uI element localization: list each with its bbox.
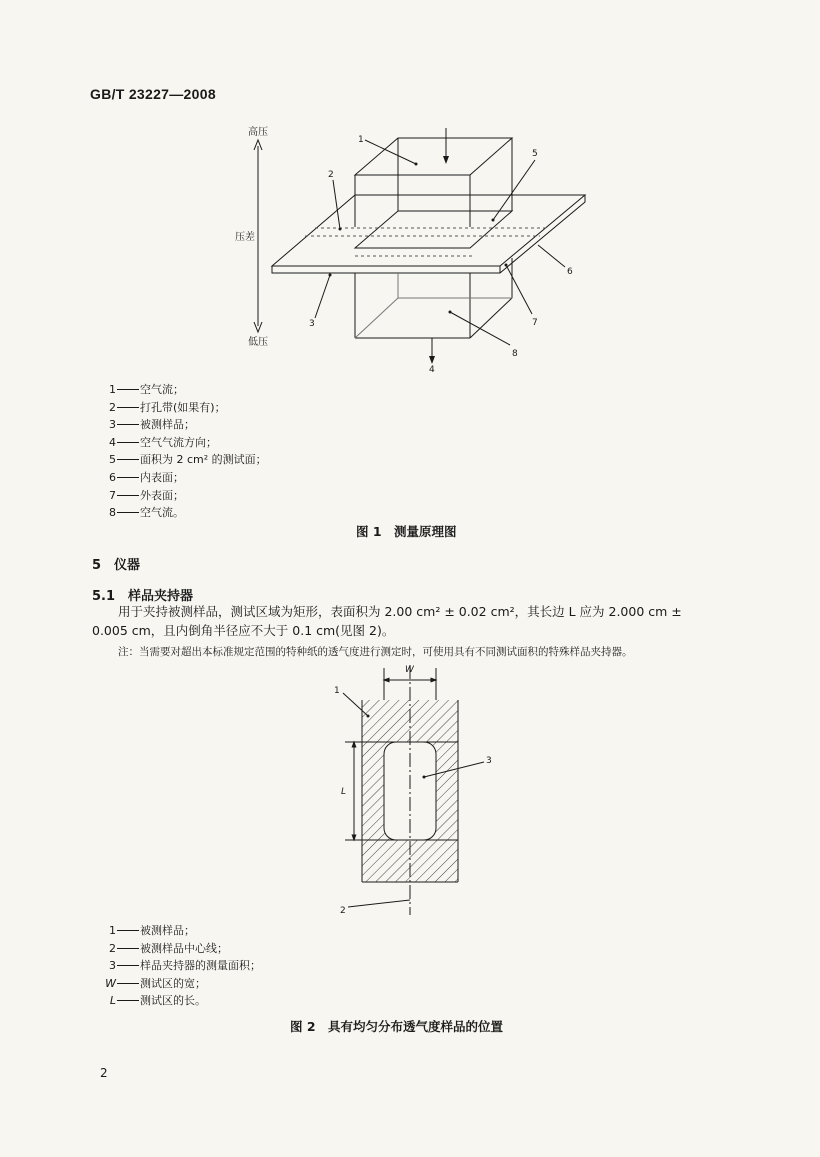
- section-5-1-para-line-2: 0.005 cm，且内倒角半径应不大于 0.1 cm(见图 2)。: [92, 623, 395, 638]
- standard-number: GB/T 23227—2008: [90, 86, 216, 102]
- legend-item: W 测试区的宽；: [105, 976, 206, 990]
- label-low-pressure: 低压: [248, 337, 268, 348]
- callout-1: 1: [358, 135, 364, 145]
- legend-item: 1 被测样品；: [109, 924, 195, 937]
- figure-1-caption: 图 1 测量原理图: [356, 524, 457, 539]
- legend-item: 6 内表面；: [109, 470, 184, 484]
- sample-plate: [272, 195, 585, 266]
- test-face: [355, 211, 512, 248]
- legend-item: 2 被测样品中心线；: [109, 941, 228, 955]
- legend-item: 2 打孔带(如果有)；: [109, 400, 226, 414]
- section-5-1-note: 注：当需要对超出本标准规定范围的特种纸的透气度进行测定时，可使用具有不同测试面积的特殊样品夹持器。: [118, 646, 633, 658]
- fig2-callout-3: 3: [486, 756, 492, 766]
- legend-item: 1 空气流；: [109, 383, 184, 396]
- legend-item: 3 被测样品；: [109, 418, 195, 432]
- airflow-box-top: [355, 138, 512, 175]
- section-5-1-para-line-1: 用于夹持被测样品，测试区域为矩形，表面积为 2.00 cm² ± 0.02 cm²，其长边 L 应为 2.000 cm ±: [118, 604, 682, 619]
- callout-2: 2: [328, 170, 334, 180]
- figure-1-legend: [92, 381, 267, 522]
- legend-item: L 测试区的长。: [109, 994, 206, 1008]
- callout-8: 8: [512, 349, 518, 359]
- page-number: 2: [100, 1066, 108, 1080]
- legend-item: 8 空气流。: [109, 506, 184, 520]
- legend-item: 4 空气气流方向；: [109, 435, 217, 449]
- legend-item: 7 外表面；: [109, 488, 184, 502]
- label-pressure-diff: 压差: [235, 232, 255, 243]
- callout-4: 4: [429, 365, 435, 375]
- section-5-title: 5 仪器: [92, 558, 141, 573]
- section-5-1-title: 5.1 样品夹持器: [92, 589, 194, 604]
- dimension-l: L: [341, 787, 347, 797]
- callout-6: 6: [567, 267, 573, 277]
- figure-2-caption: 图 2 具有均匀分布透气度样品的位置: [290, 1019, 504, 1034]
- fig2-callout-2: 2: [340, 906, 346, 916]
- figure-2-legend: [92, 922, 261, 1010]
- callout-3: 3: [309, 319, 315, 329]
- fig2-callout-1: 1: [334, 686, 340, 696]
- figure-2-diagram: [0, 655, 820, 920]
- figure-1-diagram: [0, 0, 820, 390]
- label-high-pressure: 高压: [248, 127, 268, 138]
- callout-7: 7: [532, 318, 538, 328]
- legend-item: 5 面积为 2 cm² 的测试面；: [109, 453, 267, 467]
- dimension-w: W: [405, 665, 414, 675]
- legend-item: 3 样品夹持器的测量面积；: [109, 959, 261, 973]
- callout-5: 5: [532, 149, 538, 159]
